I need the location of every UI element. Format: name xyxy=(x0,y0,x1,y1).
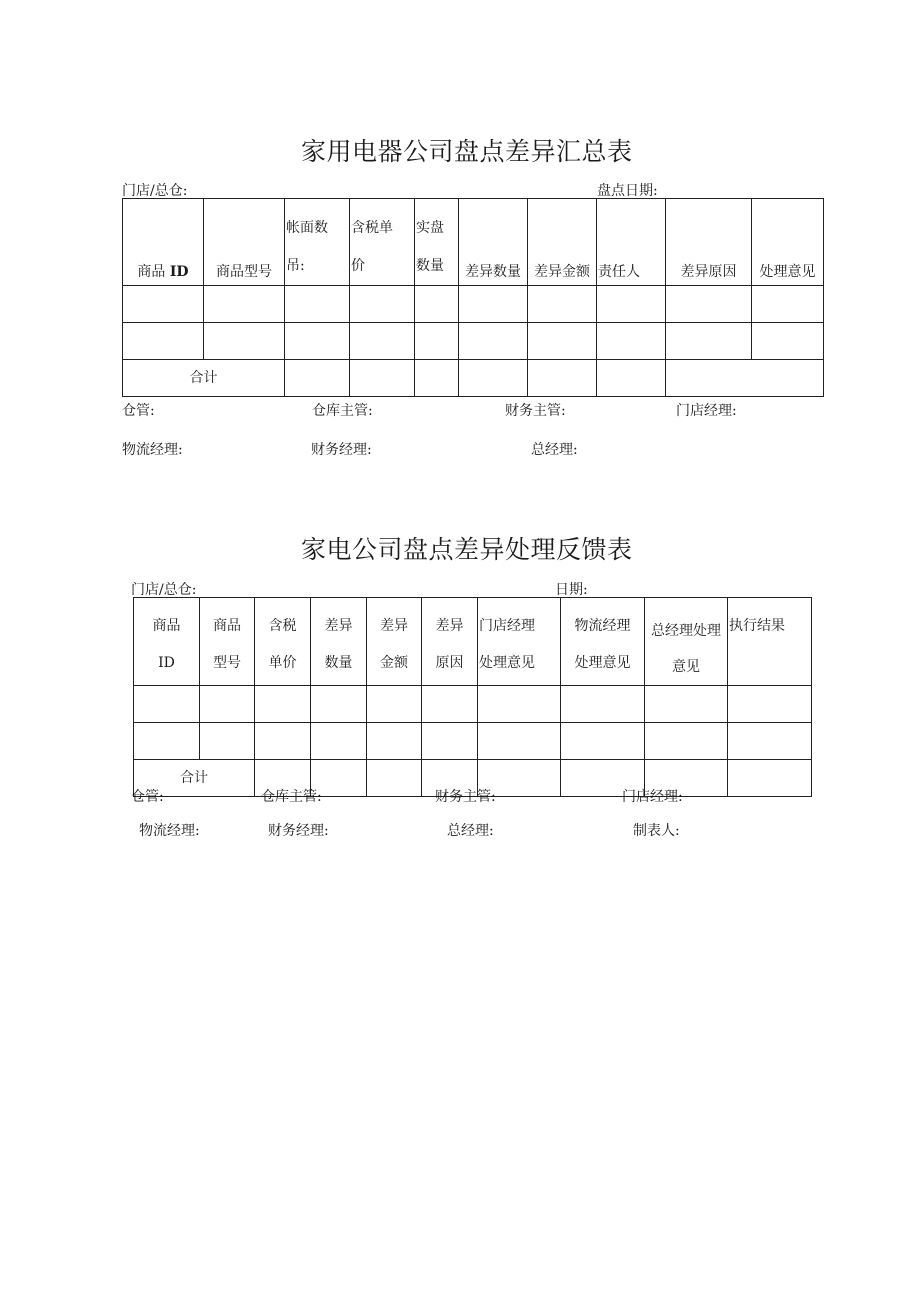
table-cell[interactable] xyxy=(350,286,415,323)
form1-total-label: 合计 xyxy=(123,360,285,397)
form1-header-diff-qty: 差异数量 xyxy=(459,199,528,286)
form1-header-handling: 处理意见 xyxy=(752,199,824,286)
table-cell[interactable] xyxy=(311,723,367,760)
form1-table xyxy=(122,198,824,397)
form1-header-diff-reason: 差异原因 xyxy=(666,199,752,286)
form1-title: 家用电器公司盘点差异汇总表 xyxy=(301,137,633,166)
form2-header-general-manager-opinion: 总经理处理 意见 xyxy=(645,598,728,686)
table-cell[interactable] xyxy=(415,323,459,360)
form2-date-label: 日期: xyxy=(555,582,588,598)
table-cell[interactable] xyxy=(285,286,350,323)
table-cell[interactable] xyxy=(255,686,311,723)
table-cell[interactable] xyxy=(597,323,666,360)
form2-header-store-manager-opinion: 门店经理 处理意见 xyxy=(478,598,561,686)
table-cell[interactable] xyxy=(459,323,528,360)
form1-sig-warehouse: 仓管: xyxy=(122,403,155,419)
table-cell[interactable] xyxy=(311,686,367,723)
table-cell[interactable] xyxy=(415,360,459,397)
form2-header-model: 商品 型号 xyxy=(200,598,255,686)
table-cell[interactable] xyxy=(666,323,752,360)
table-cell[interactable] xyxy=(134,723,200,760)
table-cell[interactable] xyxy=(200,723,255,760)
table-row xyxy=(123,286,824,323)
form1-sig-logistics-manager: 物流经理: xyxy=(122,442,183,458)
table-cell[interactable] xyxy=(285,360,350,397)
form2-header-product-id: 商品 ID xyxy=(134,598,200,686)
form1-sig-finance-manager: 财务经理: xyxy=(311,442,372,458)
table-cell[interactable] xyxy=(752,286,824,323)
form1-sig-store-manager: 门店经理: xyxy=(676,403,737,419)
form1-header-responsible: 责任人 xyxy=(597,199,666,286)
table-cell[interactable] xyxy=(597,360,666,397)
form2-table xyxy=(133,597,812,797)
table-cell[interactable] xyxy=(367,686,422,723)
form2-header-execution-result: 执行结果 xyxy=(728,598,812,686)
table-cell[interactable] xyxy=(528,286,597,323)
table-cell[interactable] xyxy=(666,286,752,323)
table-cell[interactable] xyxy=(666,360,824,397)
form1-header-model: 商品型号 xyxy=(204,199,285,286)
form1-sig-finance-supervisor: 财务主管: xyxy=(505,403,566,419)
form1-sig-warehouse-supervisor: 仓库主管: xyxy=(312,403,373,419)
table-cell[interactable] xyxy=(350,323,415,360)
table-cell[interactable] xyxy=(367,760,422,797)
form2-header-row xyxy=(134,598,812,686)
table-cell[interactable] xyxy=(123,323,204,360)
form1-header-product-id: 商品 ID xyxy=(123,199,204,286)
table-cell[interactable] xyxy=(597,286,666,323)
table-cell[interactable] xyxy=(204,323,285,360)
table-cell[interactable] xyxy=(367,723,422,760)
form2-sig-finance-supervisor: 财务主管: xyxy=(435,789,496,805)
form2-sig-finance-manager: 财务经理: xyxy=(268,823,329,839)
table-cell[interactable] xyxy=(528,360,597,397)
form2-sig-warehouse: 仓管: xyxy=(131,789,164,805)
table-cell[interactable] xyxy=(561,723,645,760)
table-cell[interactable] xyxy=(350,360,415,397)
form1-header-row xyxy=(123,199,824,286)
form2-title: 家电公司盘点差异处理反馈表 xyxy=(301,535,633,564)
table-cell[interactable] xyxy=(459,286,528,323)
form2-header-diff-qty: 差异 数量 xyxy=(311,598,367,686)
form2-total-label: 合计 xyxy=(134,760,255,797)
table-cell[interactable] xyxy=(200,686,255,723)
form2-store-label: 门店/总仓: xyxy=(131,582,197,598)
table-row xyxy=(123,323,824,360)
form2-sig-store-manager: 门店经理: xyxy=(622,789,683,805)
form1-header-diff-amount: 差异金额 xyxy=(528,199,597,286)
form2-header-tax-price: 含税 单价 xyxy=(255,598,311,686)
form1-header-actual-qty: 实盘 数量 xyxy=(415,199,459,286)
table-cell[interactable] xyxy=(459,360,528,397)
table-cell[interactable] xyxy=(255,723,311,760)
form2-header-diff-amount: 差异 金额 xyxy=(367,598,422,686)
table-cell[interactable] xyxy=(478,686,561,723)
table-cell[interactable] xyxy=(285,323,350,360)
table-cell[interactable] xyxy=(422,686,478,723)
table-cell[interactable] xyxy=(415,286,459,323)
table-cell[interactable] xyxy=(528,323,597,360)
form2-header-diff-reason: 差异 原因 xyxy=(422,598,478,686)
table-cell[interactable] xyxy=(478,723,561,760)
form2-sig-warehouse-supervisor: 仓库主管: xyxy=(261,789,322,805)
form2-sig-logistics-manager: 物流经理: xyxy=(139,823,200,839)
form1-header-book-qty: 帐面数 吊: xyxy=(285,199,350,286)
table-cell[interactable] xyxy=(134,686,200,723)
form1-store-label: 门店/总仓: xyxy=(122,183,188,199)
table-row xyxy=(134,723,812,760)
table-cell[interactable] xyxy=(728,760,812,797)
form1-total-row xyxy=(123,360,824,397)
form1-date-label: 盘点日期: xyxy=(597,183,658,199)
table-cell[interactable] xyxy=(728,723,812,760)
form1-header-tax-price: 含税单 价 xyxy=(350,199,415,286)
table-cell[interactable] xyxy=(204,286,285,323)
table-row xyxy=(134,686,812,723)
table-cell[interactable] xyxy=(123,286,204,323)
form2-sig-preparer: 制表人: xyxy=(633,823,680,839)
form2-header-logistics-manager-opinion: 物流经理 处理意见 xyxy=(561,598,645,686)
table-cell[interactable] xyxy=(561,686,645,723)
table-cell[interactable] xyxy=(645,723,728,760)
form1-sig-general-manager: 总经理: xyxy=(531,442,578,458)
form2-sig-general-manager: 总经理: xyxy=(447,823,494,839)
table-cell[interactable] xyxy=(645,686,728,723)
table-cell[interactable] xyxy=(752,323,824,360)
table-cell[interactable] xyxy=(422,723,478,760)
table-cell[interactable] xyxy=(728,686,812,723)
